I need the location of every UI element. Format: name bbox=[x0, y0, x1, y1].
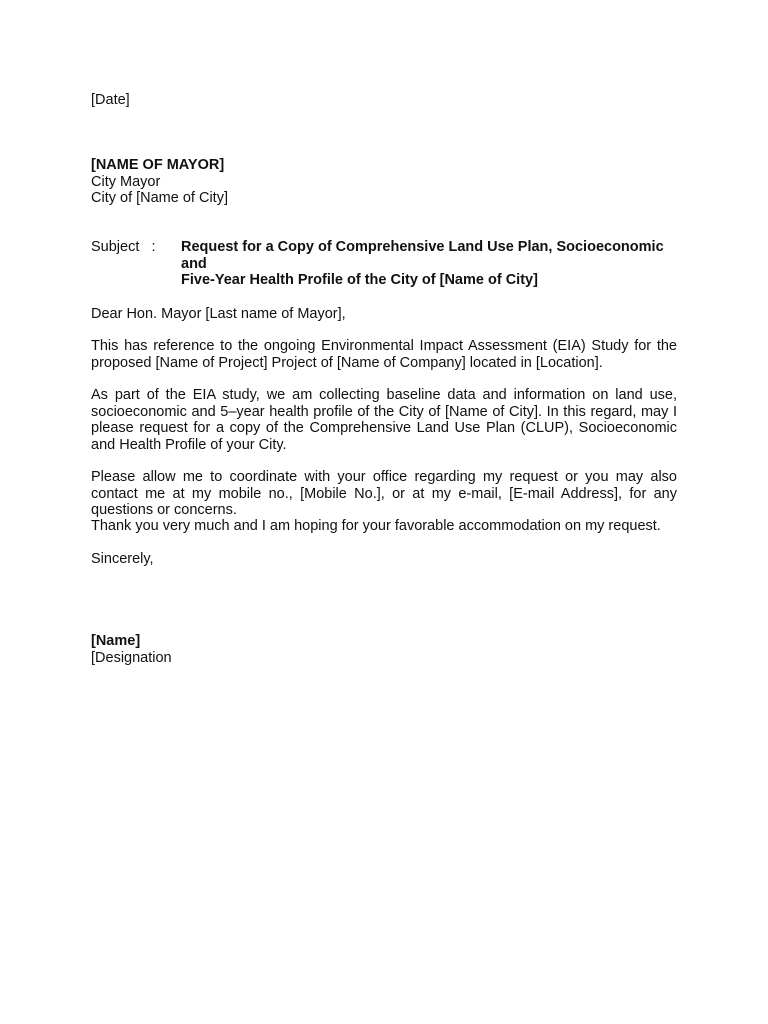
signature-designation: [Designation bbox=[91, 649, 172, 666]
subject-line-2: Five-Year Health Profile of the City of [Name of City] bbox=[181, 272, 538, 288]
recipient-block bbox=[91, 157, 228, 207]
salutation: Dear Hon. Mayor [Last name of Mayor], bbox=[91, 306, 346, 322]
subject-text bbox=[181, 239, 681, 289]
letter-date: [Date] bbox=[91, 92, 130, 108]
body-paragraph: Thank you very much and I am hoping for your favorable accommodation on my request. bbox=[91, 518, 661, 534]
signature-block bbox=[91, 633, 172, 666]
body-paragraph: As part of the EIA study, we am collecting baseline data and information on land use, socioeconomic and 5–year health profile of the City of [Name of City]. In this regard, may I please request for a copy of the Comprehensive Land Use Plan (CLUP), Socioeconomic and Health Profile of your City. bbox=[91, 387, 677, 453]
signature-name: [Name] bbox=[91, 633, 141, 649]
subject-line-1: Request for a Copy of Comprehensive Land Use Plan, Socioeconomic and bbox=[181, 239, 664, 272]
recipient-name: [NAME OF MAYOR] bbox=[91, 157, 225, 173]
body-paragraph: Please allow me to coordinate with your office regarding my request or you may also contact me at my mobile no., [Mobile No.], or at my e-mail, [E-mail Address], for any questions or concerns. bbox=[91, 469, 677, 518]
closing: Sincerely, bbox=[91, 551, 154, 567]
recipient-city: City of [Name of City] bbox=[91, 190, 228, 206]
body-paragraph: This has reference to the ongoing Environmental Impact Assessment (EIA) Study for the proposed [Name of Project] Project of [Name of Company] located in [Location]. bbox=[91, 338, 677, 371]
recipient-title: City Mayor bbox=[91, 173, 161, 190]
subject-label: Subject : bbox=[91, 239, 156, 255]
